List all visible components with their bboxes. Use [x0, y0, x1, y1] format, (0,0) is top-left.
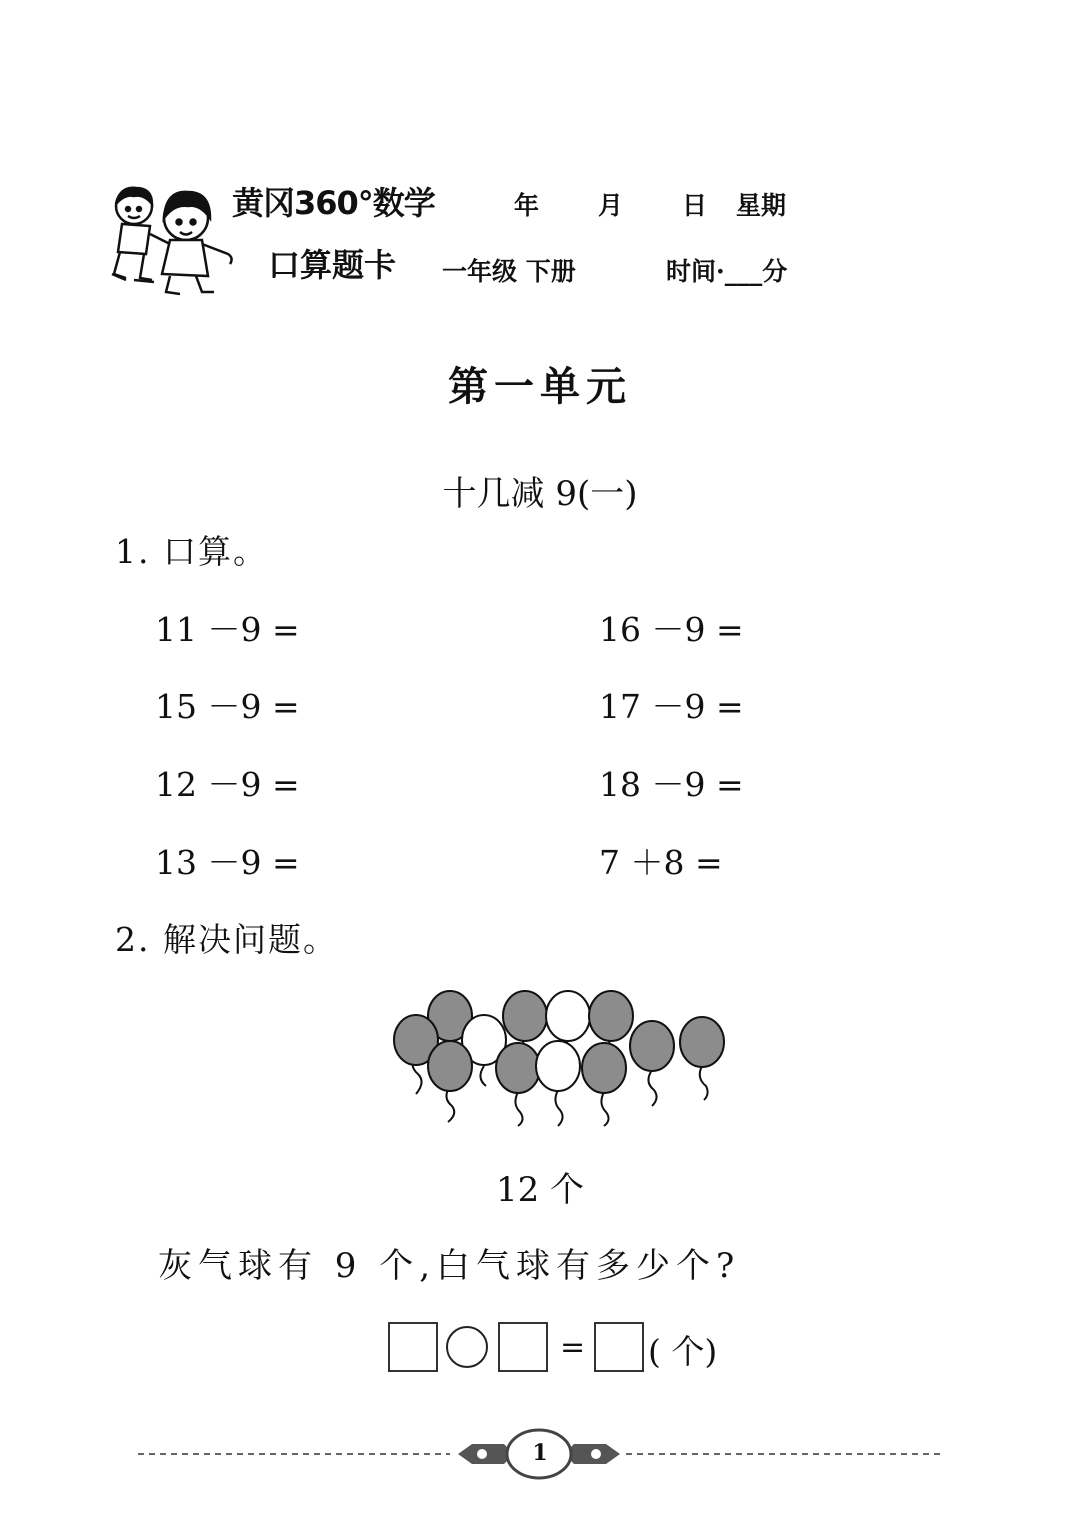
equation: 17 －9 = — [599, 687, 744, 726]
page-number: 1 — [532, 1440, 548, 1466]
equation: 15 －9 = — [155, 687, 300, 726]
gray-balloon — [582, 1043, 626, 1093]
word-problem-question: 灰气球有 9 个,白气球有多少个? — [158, 1246, 741, 1286]
operator-circle[interactable] — [446, 1326, 488, 1368]
equation: 16 －9 = — [599, 610, 744, 649]
time-label: 时间·___分 — [666, 257, 788, 286]
card-title: 口算题卡 — [268, 246, 397, 284]
kids-illustration — [104, 182, 240, 298]
section-1-heading: 1. 口算。 — [115, 532, 268, 571]
white-balloon — [546, 991, 590, 1041]
answer-box-1[interactable] — [388, 1322, 438, 1372]
balloon-count-label: 12 个 — [495, 1170, 585, 1210]
equals-sign: = — [560, 1330, 586, 1365]
unit-label: ( 个) — [648, 1332, 718, 1371]
weekday-label: 星期 — [736, 191, 787, 220]
balloon-cluster — [388, 986, 732, 1130]
gray-balloon — [496, 1043, 540, 1093]
equation: 12 －9 = — [155, 765, 300, 804]
gray-balloon — [680, 1017, 724, 1067]
answer-box-result[interactable] — [594, 1322, 644, 1372]
answer-box-2[interactable] — [498, 1322, 548, 1372]
brand-title: 黄冈360°数学 — [232, 184, 435, 222]
equation: 7 ＋8 = — [599, 843, 723, 882]
day-label: 日 — [682, 191, 708, 220]
gray-balloon — [428, 1041, 472, 1091]
equation: 13 －9 = — [155, 843, 300, 882]
equation: 18 －9 = — [599, 765, 744, 804]
equation: 11 －9 = — [155, 610, 300, 649]
grade-label: 一年级 下册 — [442, 257, 576, 286]
white-balloon — [536, 1041, 580, 1091]
unit-title: 第一单元 — [448, 364, 632, 410]
year-label: 年 — [514, 191, 540, 220]
month-label: 月 — [598, 191, 624, 220]
gray-balloon — [589, 991, 633, 1041]
section-2-heading: 2. 解决问题。 — [115, 920, 338, 959]
gray-balloon — [630, 1021, 674, 1071]
lesson-title: 十几减 9(一) — [442, 474, 638, 514]
gray-balloon — [503, 991, 547, 1041]
